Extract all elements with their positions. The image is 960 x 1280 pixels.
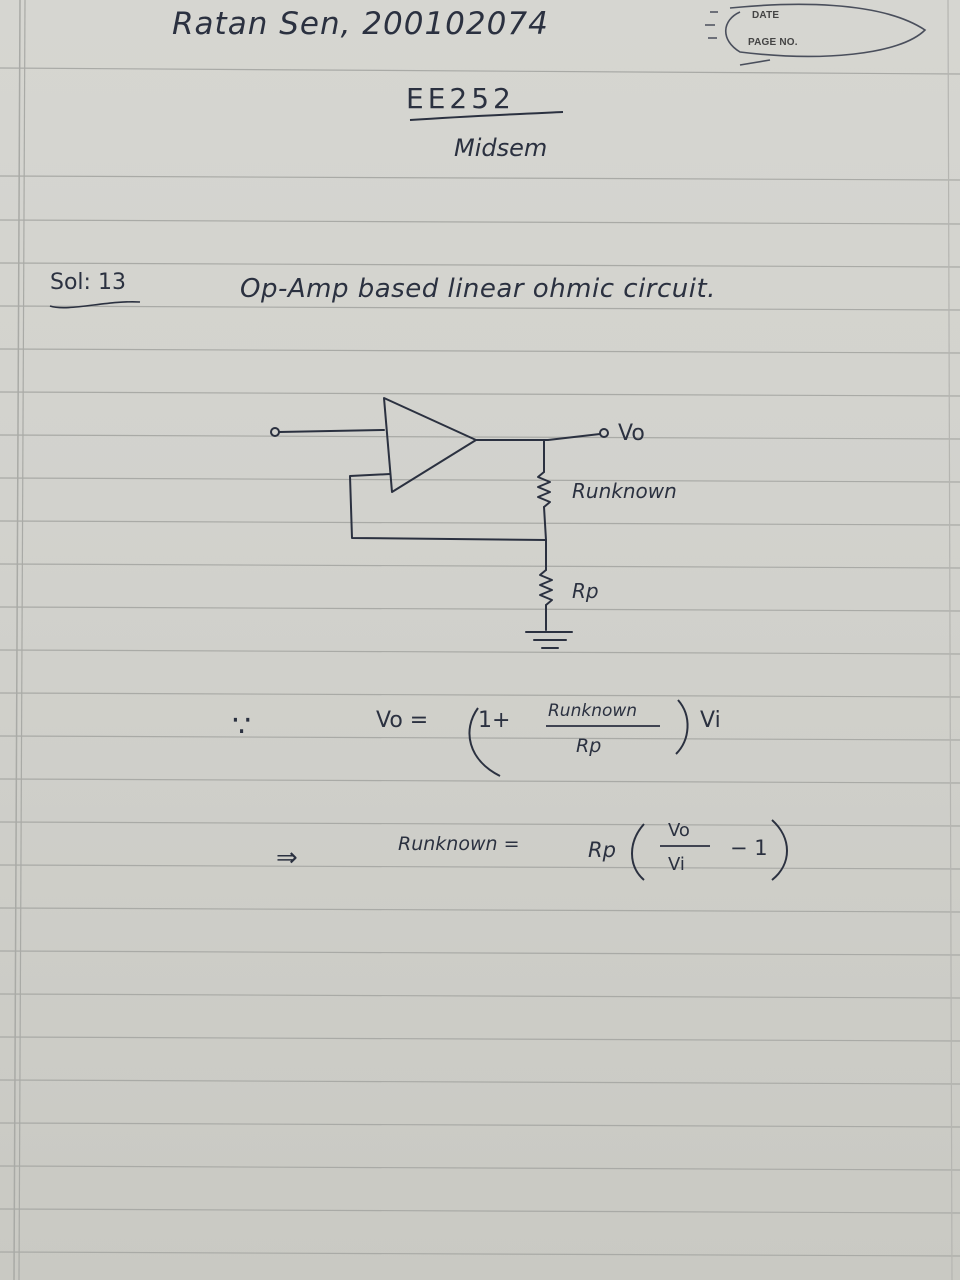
eq1-denominator: Rp — [576, 735, 602, 757]
solution-title: Op-Amp based linear ohmic circuit. — [240, 274, 716, 304]
solution-label: Sol: 13 — [50, 270, 126, 295]
therefore-symbol: ∵ — [232, 709, 252, 744]
output-label: Vo — [618, 421, 645, 446]
r-unknown-label: Runknown — [572, 479, 677, 503]
eq1-lhs: Vo = — [376, 708, 429, 733]
course-code: EE252 — [406, 82, 515, 115]
eq2-right-paren — [772, 820, 787, 880]
eq2-minus-one: − 1 — [730, 836, 768, 860]
r-p-label: Rp — [572, 579, 599, 603]
eq1-suffix: Vi — [700, 708, 721, 733]
eq1-numerator: Runknown — [548, 701, 638, 721]
eq2-lhs: Runknown = — [398, 833, 520, 855]
eq2-numerator: Vo — [668, 820, 690, 841]
exam-name: Midsem — [454, 134, 548, 162]
eq2-denominator: Vi — [668, 854, 685, 875]
eq2-rp: Rp — [588, 838, 616, 862]
student-name-id: Ratan Sen, 200102074 — [172, 6, 549, 42]
implies-symbol: ⇒ — [276, 843, 298, 873]
eq2-left-paren — [632, 824, 644, 880]
date-label: DATE — [752, 10, 780, 21]
eq1-one-plus: 1+ — [478, 708, 511, 733]
page-no-label: PAGE NO. — [748, 37, 798, 48]
